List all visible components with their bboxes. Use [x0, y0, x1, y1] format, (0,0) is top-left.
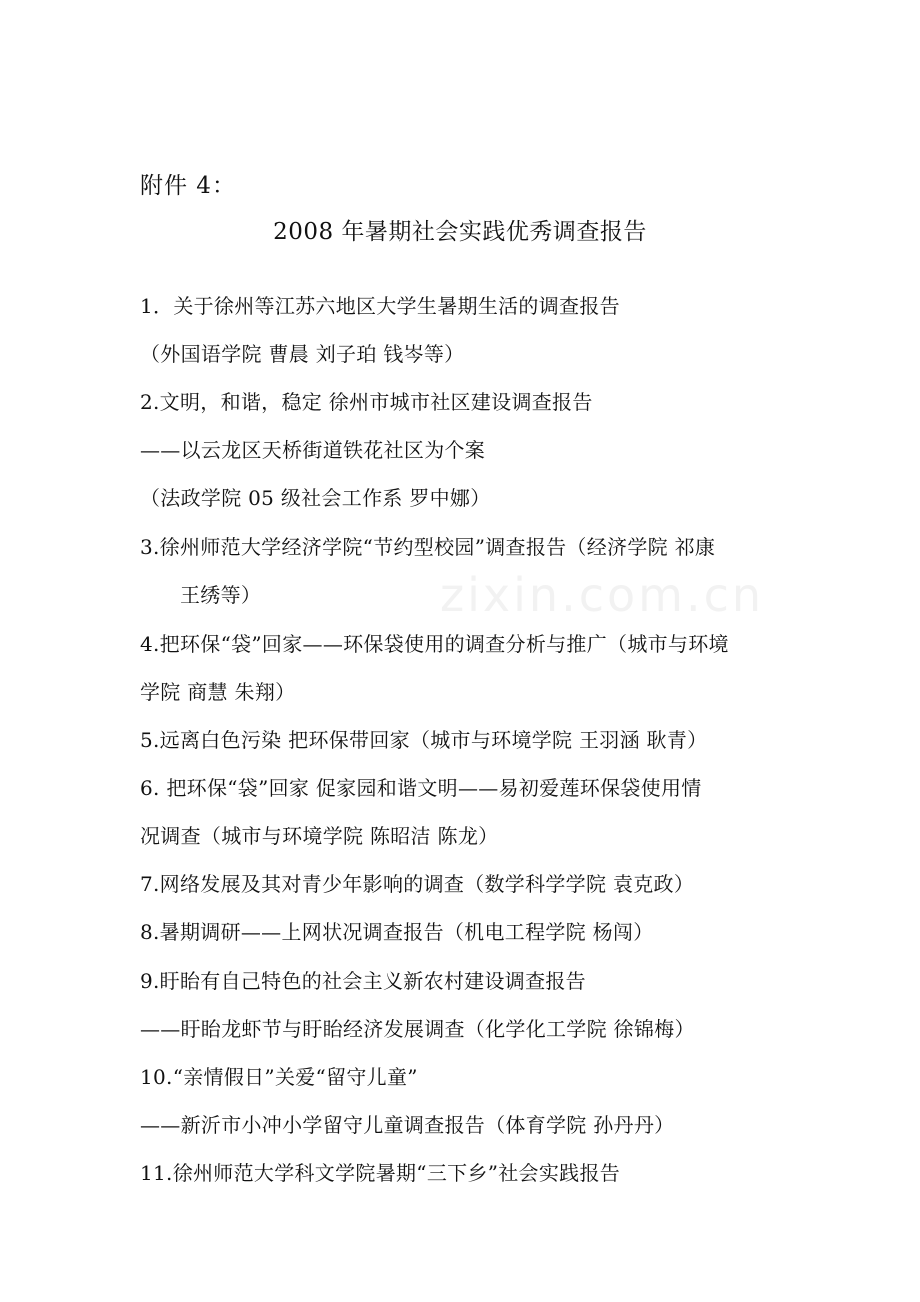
list-line: 况调查（城市与环境学院 陈昭洁 陈龙） — [140, 824, 499, 848]
list-line: 2.文明，和谐，稳定 徐州市城市社区建设调查报告 — [140, 390, 593, 414]
list-line: 1．关于徐州等江苏六地区大学生暑期生活的调查报告 — [140, 294, 620, 318]
list-line: 10.“亲情假日”关爱“留守儿童” — [140, 1065, 418, 1089]
attachment-label: 附件 4： — [140, 173, 236, 199]
list-line: 王绣等） — [180, 583, 262, 607]
watermark: zixin.com.cn — [440, 568, 765, 622]
list-line: 4.把环保“袋”回家——环保袋使用的调查分析与推广（城市与环境 — [140, 632, 729, 656]
list-line: 8.暑期调研——上网状况调查报告（机电工程学院 杨闯） — [140, 920, 654, 944]
list-line: 11.徐州师范大学科文学院暑期“三下乡”社会实践报告 — [140, 1161, 621, 1185]
list-line: ——新沂市小冲小学留守儿童调查报告（体育学院 孙丹丹） — [140, 1113, 675, 1137]
list-line: 3.徐州师范大学经济学院“节约型校园”调查报告（经济学院 祁康 — [140, 535, 716, 559]
list-line: （外国语学院 曹晨 刘子珀 钱岑等） — [140, 342, 465, 366]
list-line: ——盱眙龙虾节与盱眙经济发展调查（化学化工学院 徐锦梅） — [140, 1017, 695, 1041]
list-line: （法政学院 05 级社会工作系 罗中娜） — [140, 486, 491, 510]
list-line: 7.网络发展及其对青少年影响的调查（数学科学学院 袁克政） — [140, 872, 695, 896]
list-line: 6. 把环保“袋”回家 促家园和谐文明——易初爱莲环保袋使用情 — [140, 776, 702, 800]
list-line: ——以云龙区天桥街道铁花社区为个案 — [140, 438, 486, 462]
list-line: 9.盱眙有自己特色的社会主义新农村建设调查报告 — [140, 969, 586, 993]
list-line: 学院 商慧 朱翔） — [140, 680, 296, 704]
document-title: 2008 年暑期社会实践优秀调查报告 — [273, 219, 647, 245]
list-line: 5.远离白色污染 把环保带回家（城市与环境学院 王羽涵 耿青） — [140, 728, 708, 752]
